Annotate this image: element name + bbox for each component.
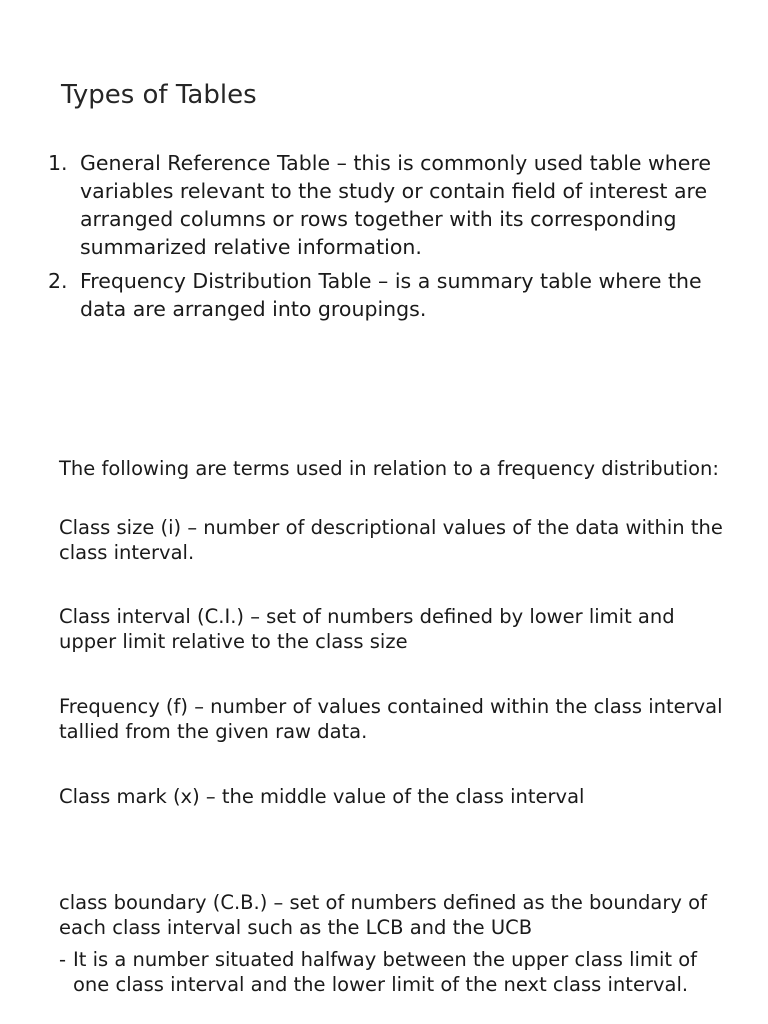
terms-intro: The following are terms used in relation to a frequency distribution: bbox=[59, 457, 719, 480]
term-frequency: Frequency (f) – number of values contained within the class interval tallied from the given raw data. bbox=[59, 695, 723, 743]
slide-title: Types of Tables bbox=[61, 80, 257, 110]
term-class-mark: Class mark (x) – the middle value of the class interval bbox=[59, 785, 585, 808]
dash-bullet: - bbox=[59, 948, 67, 971]
term-class-boundary-note-text: It is a number situated halfway between the upper class limit of one class interval and the lower limit of the next class interval. bbox=[73, 948, 697, 996]
terms-intro-block bbox=[59, 456, 729, 481]
list-number: 2. bbox=[48, 269, 68, 293]
term-class-size-block bbox=[59, 515, 729, 565]
term-class-interval-block bbox=[59, 604, 729, 654]
term-class-interval: Class interval (C.I.) – set of numbers defined by lower limit and upper limit relative to the class size bbox=[59, 605, 675, 653]
term-class-size: Class size (i) – number of descriptional values of the data within the class interval. bbox=[59, 516, 723, 564]
table-types-list bbox=[48, 149, 738, 329]
term-class-mark-block bbox=[59, 784, 729, 809]
term-frequency-block bbox=[59, 694, 729, 744]
list-item-text: Frequency Distribution Table – is a summary table where the data are arranged into groupings. bbox=[80, 269, 702, 321]
list-item-text: General Reference Table – this is commonly used table where variables relevant to the study or contain field of interest are arranged columns or rows together with its corresponding summarized relative information. bbox=[80, 151, 712, 259]
list-item-general-reference-table bbox=[48, 149, 738, 261]
term-class-boundary-note-block bbox=[59, 947, 729, 997]
list-item-frequency-distribution-table bbox=[48, 267, 738, 323]
term-class-boundary-note bbox=[59, 947, 729, 997]
term-class-boundary-block bbox=[59, 890, 729, 940]
list-number: 1. bbox=[48, 151, 68, 175]
term-class-boundary: class boundary (C.B.) – set of numbers defined as the boundary of each class interval such as the LCB and the UCB bbox=[59, 891, 707, 939]
